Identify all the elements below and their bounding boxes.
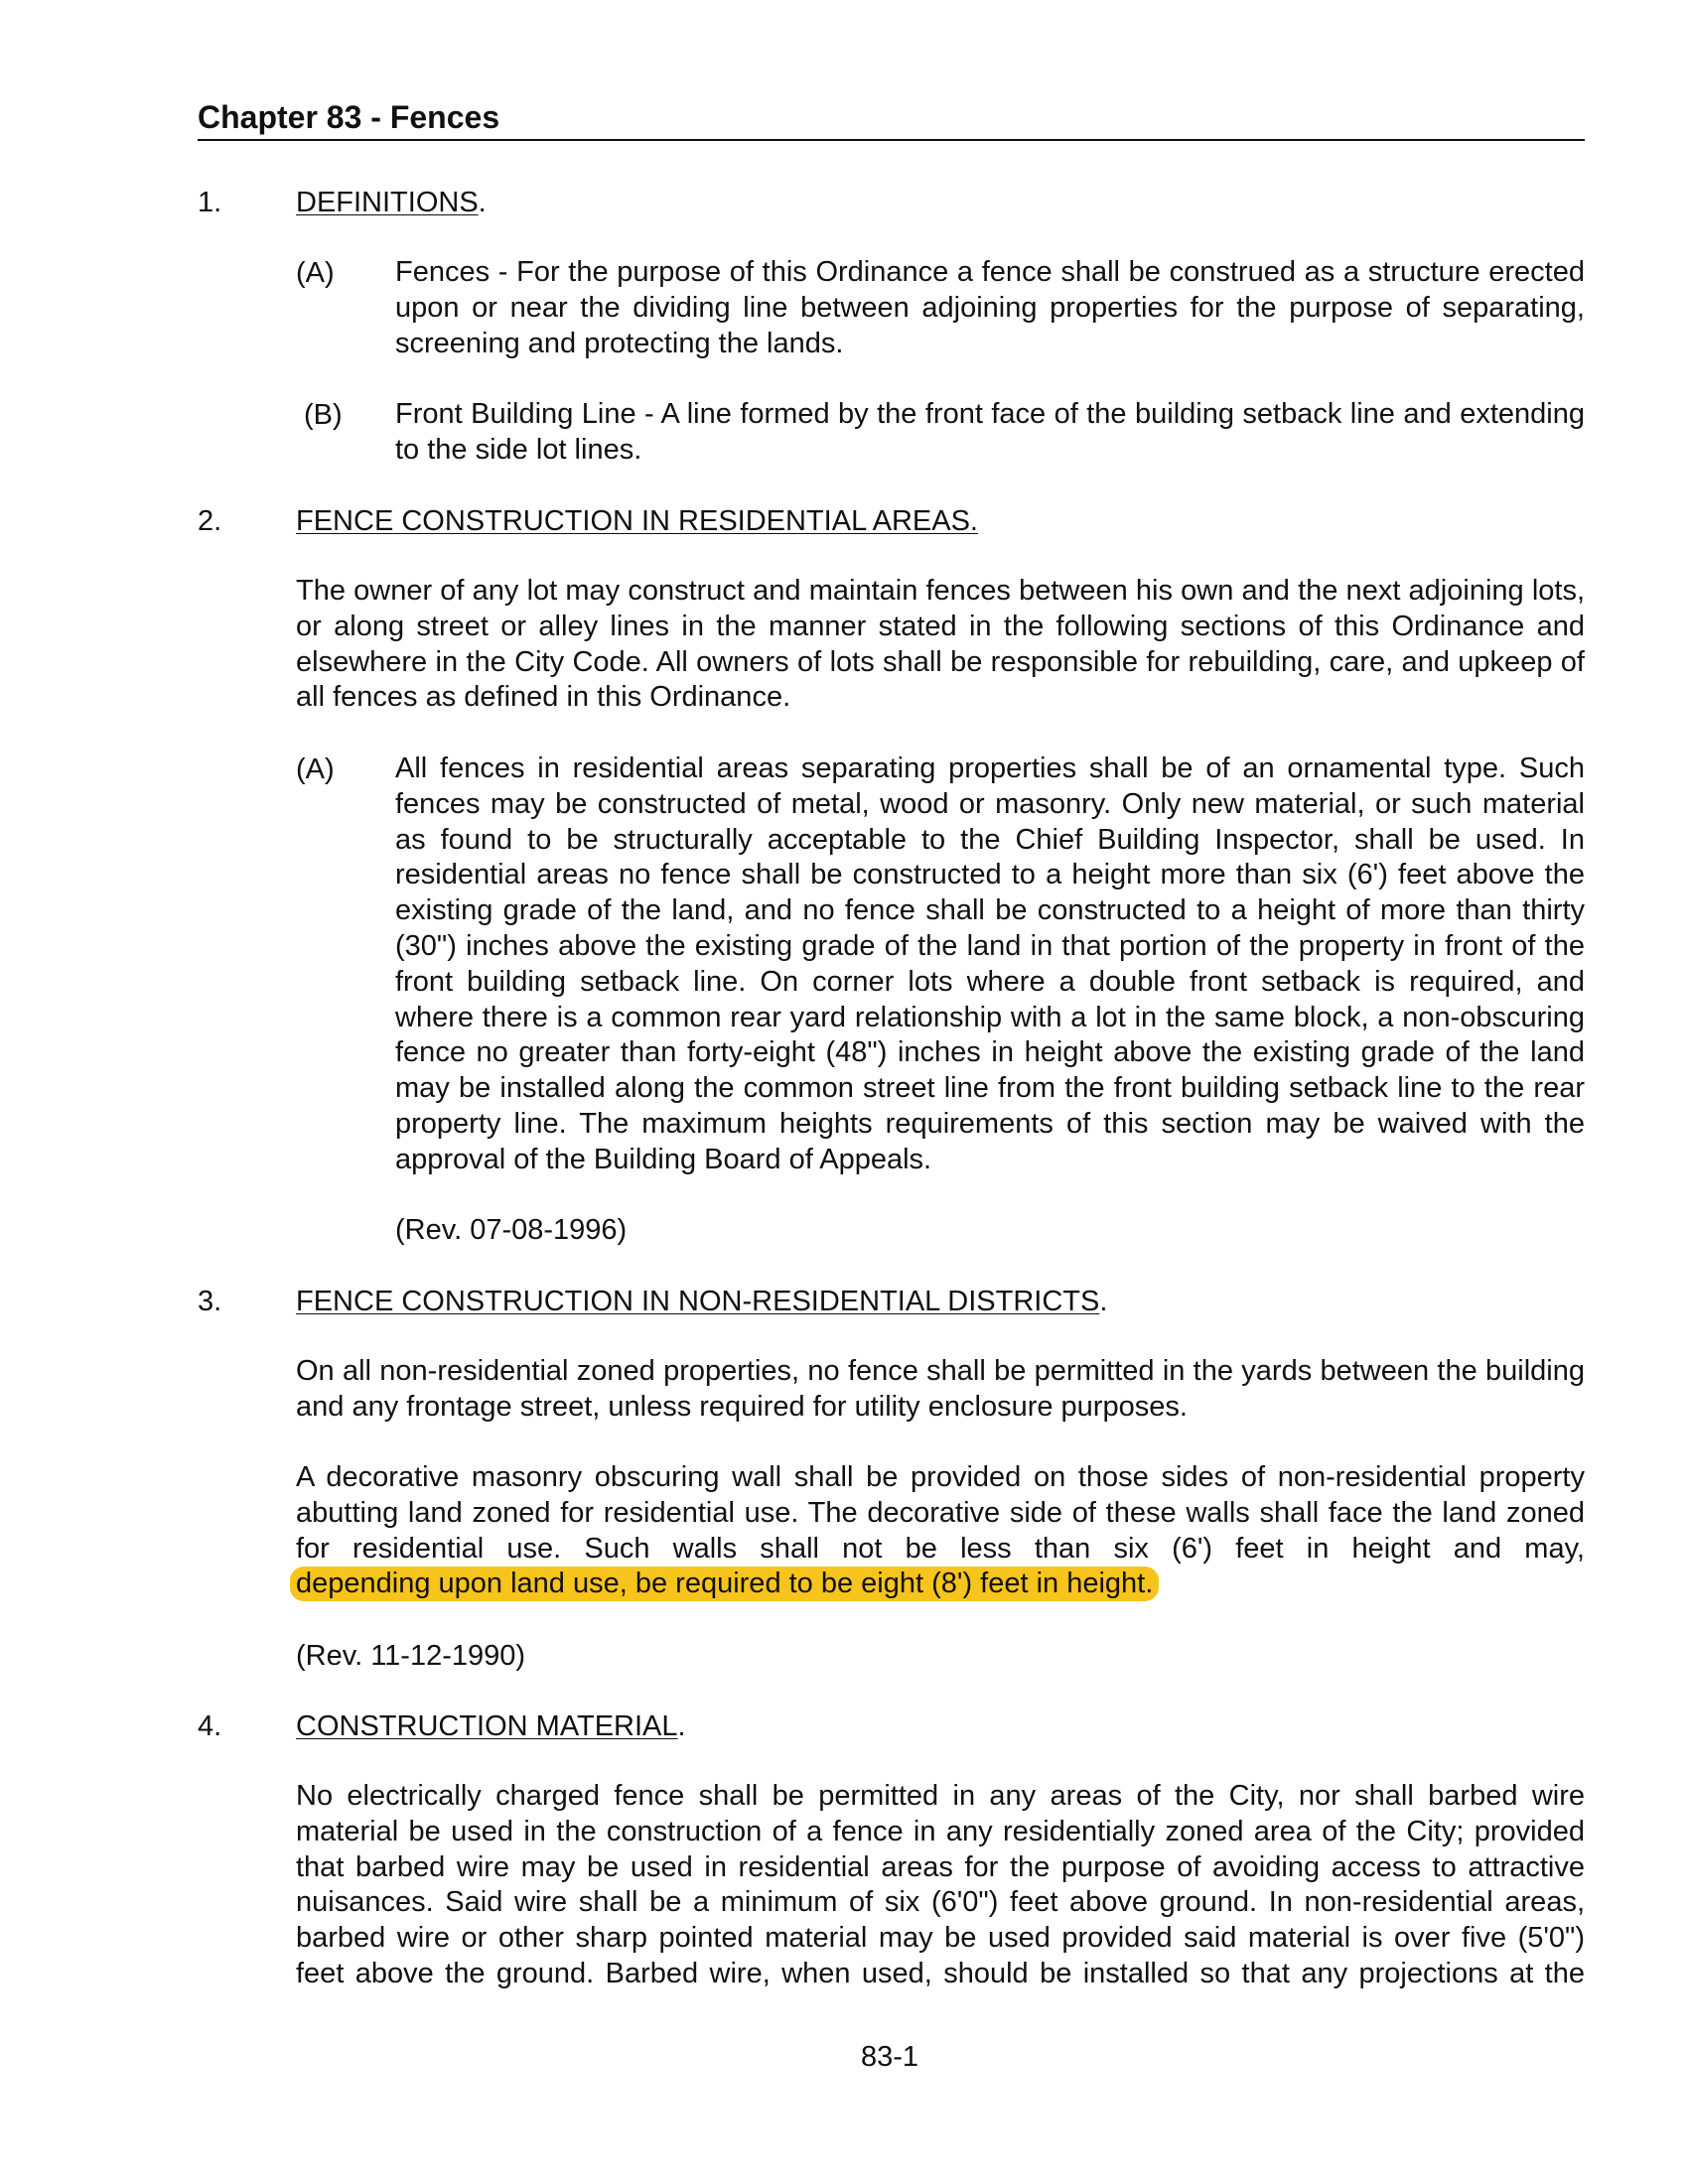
section-2-item-a-label: (A) [296,753,335,785]
section-1-number: 1. [198,187,222,218]
section-1-item-a-label: (A) [296,257,335,289]
section-3-paragraph-2-text: A decorative masonry obscuring wall shall be provided on those sides of non-residential property abutting land zoned for residential use. The decorative side of these walls shall face the land zoned for residential use. Such walls shall not be less than six (6') feet in height and may, [296,1461,1585,1565]
section-3-revision: (Rev. 11-12-1990) [296,1640,526,1672]
section-3-heading-suffix: . [1099,1286,1108,1317]
section-4-heading-text: CONSTRUCTION MATERIAL [296,1710,678,1742]
section-1-item-a-text: Fences - For the purpose of this Ordinance a fence shall be construed as a structure erected upon or near the dividing line between adjoining properties for the purpose of separating, screening and protecting the lands. [395,256,1585,359]
section-1-heading [296,185,487,220]
section-4-heading-suffix: . [677,1710,686,1742]
section-1-item-b-text: Front Building Line - A line formed by the front face of the building setback line and extending to the side lot lines. [395,398,1585,466]
section-4-number: 4. [198,1710,222,1742]
section-3-number: 3. [198,1286,222,1317]
section-2-heading-text: FENCE CONSTRUCTION IN RESIDENTIAL AREAS. [296,505,978,537]
chapter-title: Chapter 83 - Fences [198,99,500,135]
section-2-intro: The owner of any lot may construct and maintain fences between his own and the next adjoining lots, or along street or alley lines in the manner stated in the following sections of this Ordinance and elsewhere in the City Code. All owners of lots shall be responsible for rebuilding, care, and upkeep of all fences as defined in this Ordinance. [296,575,1585,714]
section-1-heading-text: DEFINITIONS [296,187,479,218]
section-1-item-b-label: (B) [304,399,343,431]
section-3-paragraph-1: On all non-residential zoned properties, no fence shall be permitted in the yards between the building and any frontage street, unless required for utility enclosure purposes. [296,1355,1585,1423]
page-number: 83-1 [860,2041,919,2073]
section-2-item-a-text: All fences in residential areas separating properties shall be of an ornamental type. Such fences may be constructed of metal, wood or masonry. Only new material, or such material as found to be structurally acceptable to the Chief Building Inspector, shall be used. In residential areas no fence shall be constructed to a height more than six (6') feet above the existing grade of the land, and no fence shall be constructed to a height of more than thirty (30") inches above the existing grade of the land in that portion of the property in front of the front building setback line. On corner lots where a double front setback is required, and where there is a common rear yard relationship with a lot in the same block, a non-obscuring fence no greater than forty-eight (48") inches in height above the existing grade of the land may be installed along the common street line from the front building setback line to the rear property line. The maximum heights requirements of this section may be waived with the approval of the Building Board of Appeals. [395,752,1585,1175]
section-3-heading [296,1284,1107,1319]
section-2-number: 2. [198,505,222,537]
section-2-revision: (Rev. 07-08-1996) [395,1214,628,1246]
section-3-paragraph-2 [296,1460,1585,1602]
section-4-heading [296,1708,686,1744]
section-2-heading [296,503,978,539]
section-1-heading-suffix: . [478,187,487,218]
section-3-heading-text: FENCE CONSTRUCTION IN NON-RESIDENTIAL DISTRICTS [296,1286,1100,1317]
title-underline-rule [198,139,1585,141]
highlighted-passage: depending upon land use, be required to be eight (8') feet in height. [290,1567,1159,1601]
section-4-paragraph-1: No electrically charged fence shall be permitted in any areas of the City, nor shall barbed wire material be used in the construction of a fence in any residentially zoned area of the City; provided that barbed wire may be used in residential areas for the purpose of avoiding access to attractive nuisances. Said wire shall be a minimum of six (6'0") feet above ground. In non-residential areas, barbed wire or other sharp pointed material may be used provided said material is over five (5'0") feet above the ground. Barbed wire, when used, should be installed so that any projections at the [296,1780,1585,1989]
